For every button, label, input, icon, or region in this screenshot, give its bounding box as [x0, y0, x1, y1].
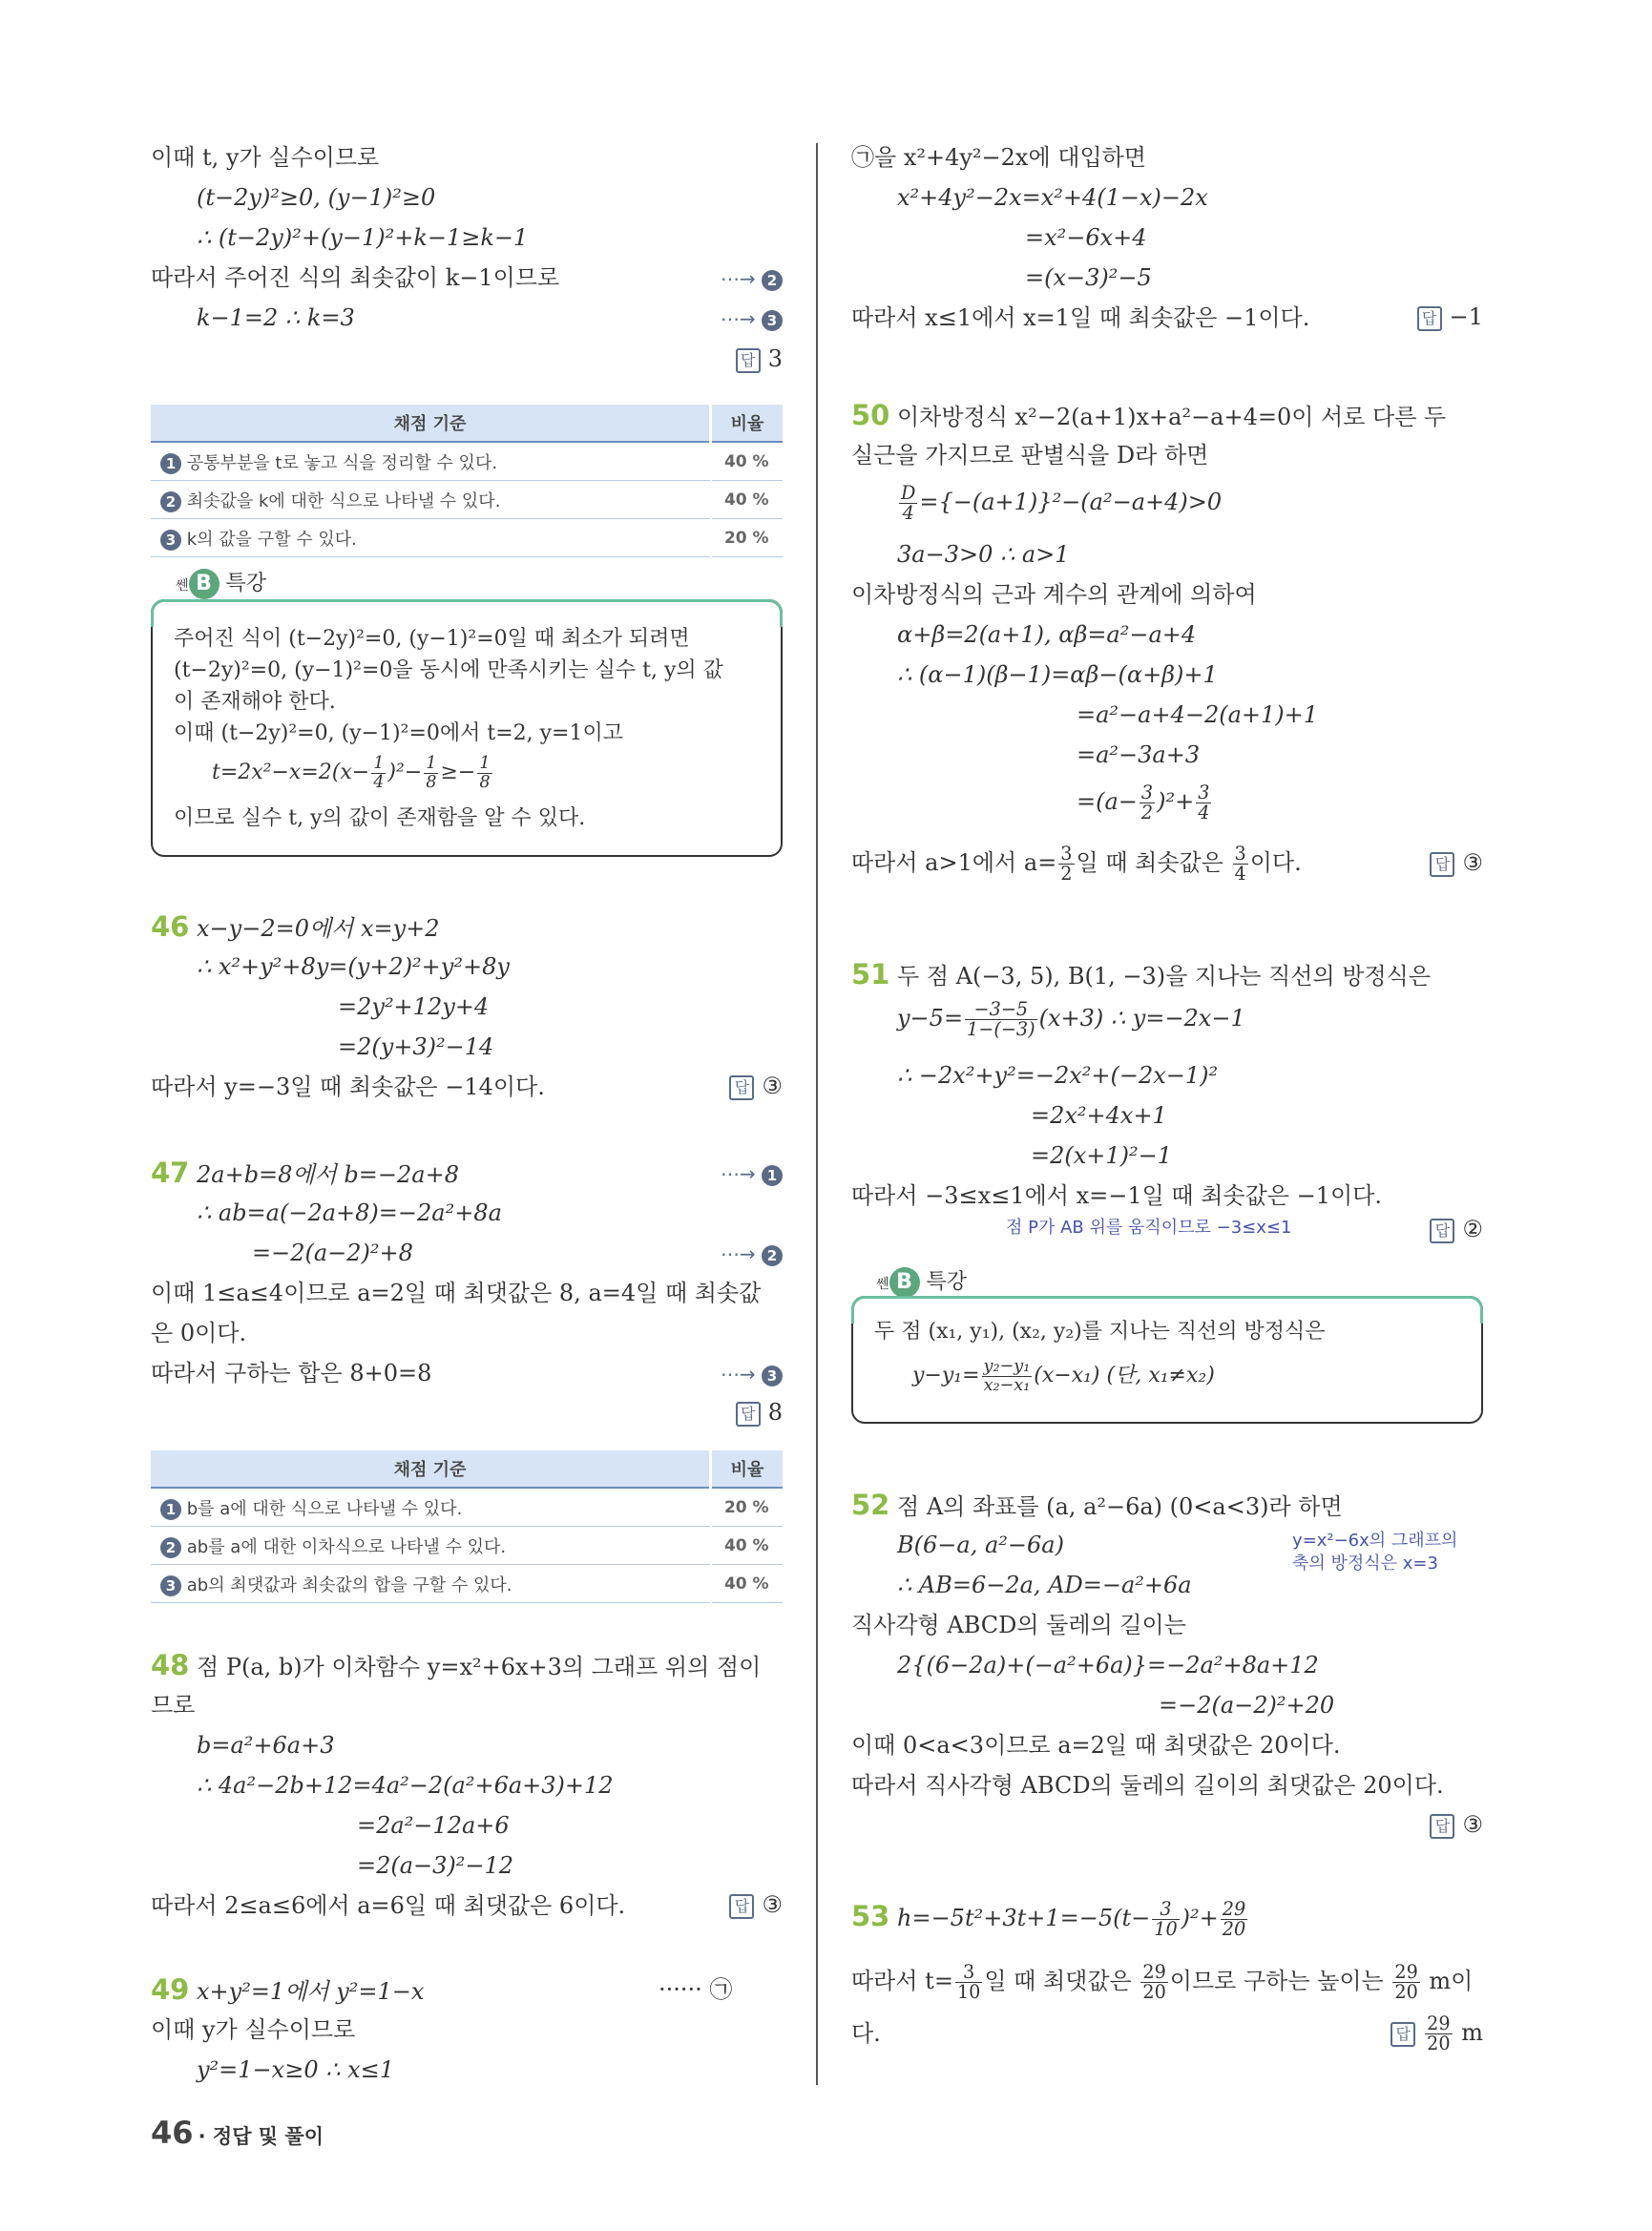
equation-marker: ······ ㉠ — [659, 1976, 733, 2003]
table-header-criteria: 채점 기준 — [151, 1450, 711, 1488]
math-line: =2(x+1)²−1 — [1031, 1142, 1173, 1169]
answer-icon: 답 — [736, 1402, 761, 1427]
math-line: =(a− $\frac{3}{2}$ )²+ $\frac{3}{4}$ — [1077, 781, 1210, 824]
answer: 답 ② — [1430, 1216, 1483, 1243]
table-row: 3 k의 값을 구할 수 있다. 20 % — [151, 519, 783, 557]
side-note: 축의 방정식은 x=3 — [1292, 1553, 1438, 1574]
text-line: 이때 t, y가 실수이므로 — [151, 144, 380, 171]
answer-icon: 답 — [729, 1075, 754, 1100]
answer: 답 $\frac{29}{20}$ m — [1391, 2010, 1483, 2055]
text-line: 다. — [851, 2020, 881, 2047]
math-line: =a²−3a+3 — [1077, 741, 1201, 768]
step-marker-2: ⋯→ 2 — [721, 1242, 783, 1266]
text-line: 따라서 t= $\frac{3}{10}$ 일 때 최댓값은 $\frac{29}{20}$ 이므로 구하는 높이는 $\frac{29}{20}$ m이 — [851, 1960, 1474, 2003]
math-line: =x²−6x+4 — [1025, 224, 1147, 251]
table-header-ratio: 비율 — [711, 1450, 784, 1488]
text-line: 실근을 가지므로 판별식을 D라 하면 — [851, 442, 1209, 469]
math-line: ∴ 4a²−2b+12=4a²−2(a²+6a+3)+12 — [197, 1772, 614, 1799]
answer: 답 8 — [736, 1399, 783, 1427]
math-line: =2a²−12a+6 — [357, 1812, 510, 1839]
math-line: y−5= $\frac{-3-5}{1-(-3)}$ (x+3) ∴ y=−2x−1 — [897, 997, 1245, 1040]
math-line: $\frac{D}{4}$ ={−(a+1)}²−(a²−a+4)>0 — [901, 481, 1223, 524]
table-row: 2 최솟값을 k에 대한 식으로 나타낼 수 있다. 40 % — [151, 481, 783, 519]
text-line: 직사각형 ABCD의 둘레의 길이는 — [851, 1612, 1186, 1638]
tip-line: 두 점 (x₁, y₁), (x₂, y₂)를 지나는 직선의 방정식은 — [874, 1320, 1326, 1344]
step-marker-1: ⋯→ 1 — [721, 1162, 783, 1186]
column-divider — [816, 143, 818, 2085]
tip-line: (t−2y)²=0, (y−1)²=0을 동시에 만족시키는 실수 t, y의 값 — [174, 658, 723, 682]
problem-51: 51 두 점 A(−3, 5), B(1, −3)을 지나는 직선의 방정식은 — [851, 958, 1432, 990]
answer: 답 ③ — [1430, 849, 1483, 877]
text-line: 이때 0<a<3이므로 a=2일 때 최댓값은 20이다. — [851, 1732, 1341, 1759]
answer-icon: 답 — [1430, 1219, 1454, 1243]
tip-line: 이 존재해야 한다. — [174, 690, 336, 714]
text-line: 이때 y가 실수이므로 — [151, 2016, 356, 2043]
table-row: 2 ab를 a에 대한 이차식으로 나타낼 수 있다. 40 % — [151, 1527, 783, 1565]
problem-52: 52 점 A의 좌표를 (a, a²−6a) (0<a<3)라 하면 — [851, 1489, 1343, 1521]
table-header-criteria: 채점 기준 — [151, 405, 711, 442]
page-number: 46 — [151, 2115, 194, 2151]
tip-formula: t=2x²−x=2(x− $\frac{1}{4}$ )²− $\frac{1}{8}$ ≥− $\frac{1}{8}$ — [212, 754, 491, 792]
text-line: 므로 — [151, 1692, 196, 1719]
text-line: 이차방정식의 근과 계수의 관계에 의하여 — [851, 581, 1257, 608]
math-line: =2x²+4x+1 — [1031, 1102, 1167, 1129]
answer: 답 3 — [736, 345, 783, 373]
math-line: ∴ x²+y²+8y=(y+2)²+y²+8y — [197, 953, 510, 980]
answer: 답 ③ — [729, 1891, 783, 1919]
problem-47: 47 2a+b=8에서 b=−2a+8 — [151, 1157, 459, 1189]
math-line: =2(y+3)²−14 — [338, 1033, 494, 1060]
answer-icon: 답 — [1417, 306, 1442, 331]
math-line: ∴ AB=6−2a, AD=−a²+6a — [897, 1572, 1192, 1598]
answer: 답 ③ — [729, 1073, 783, 1100]
answer: 답 −1 — [1417, 303, 1483, 331]
math-line: =−2(a−2)²+8 — [252, 1240, 413, 1266]
text-line: 이때 1≤a≤4이므로 a=2일 때 최댓값은 8, a=4일 때 최솟값 — [151, 1280, 762, 1306]
math-line: ∴ (t−2y)²+(y−1)²+k−1≥k−1 — [197, 224, 529, 251]
problem-53: 53 h=−5t²+3t+1=−5(t− $\frac{3}{10}$ )²+ $\frac{29}{20}$ — [851, 1897, 1246, 1940]
text-line: 은 0이다. — [151, 1320, 247, 1346]
math-line: x²+4y²−2x=x²+4(1−x)−2x — [897, 184, 1208, 211]
side-note: 점 P가 AB 위를 움직이므로 −3≤x≤1 — [1006, 1218, 1292, 1238]
math-line: 3a−3>0 ∴ a>1 — [897, 541, 1070, 568]
problem-50: 50 이차방정식 x²−2(a+1)x+a²−a+4=0이 서로 다른 두 — [851, 399, 1447, 431]
problem-48: 48 점 P(a, b)가 이차함수 y=x²+6x+3의 그래프 위의 점이 — [151, 1649, 762, 1681]
text-line: 따라서 a>1에서 a= $\frac{3}{2}$ 일 때 최솟값은 $\frac{3}{4}$ 이다. — [851, 842, 1302, 885]
text-line: 따라서 구하는 합은 8+0=8 — [151, 1360, 432, 1387]
footer-label: 정답 및 풀이 — [212, 2125, 324, 2148]
tip-box-1 — [151, 599, 783, 857]
problem-46: 46 x−y−2=0에서 x=y+2 — [151, 910, 440, 943]
math-line: k−1=2 ∴ k=3 — [197, 304, 355, 331]
page-footer: 46 · 정답 및 풀이 — [151, 2115, 324, 2151]
grading-table-2 — [151, 1450, 783, 1603]
tip-line: 이므로 실수 t, y의 값이 존재함을 알 수 있다. — [174, 806, 586, 830]
answer-icon: 답 — [1391, 2022, 1415, 2047]
math-line: α+β=2(a+1), αβ=a²−a+4 — [897, 621, 1197, 648]
grading-table-1 — [151, 405, 783, 557]
tip-line: 주어진 식이 (t−2y)²=0, (y−1)²=0일 때 최소가 되려면 — [174, 627, 690, 651]
step-marker-3: ⋯→ 3 — [721, 1363, 783, 1387]
answer-icon: 답 — [1430, 1814, 1454, 1839]
b-badge-icon: B — [889, 1267, 920, 1298]
math-line: =a²−a+4−2(a+1)+1 — [1077, 701, 1319, 728]
problem-49: 49 x+y²=1에서 y²=1−x — [151, 1973, 425, 2006]
tip-box-2 — [851, 1296, 1483, 1424]
text-line: 따라서 주어진 식의 최솟값이 k−1이므로 — [151, 264, 560, 291]
step-marker-3: ⋯→ 3 — [721, 307, 783, 331]
math-line: =(x−3)²−5 — [1025, 264, 1152, 291]
math-line: ∴ −2x²+y²=−2x²+(−2x−1)² — [897, 1062, 1219, 1089]
side-note: y=x²−6x의 그래프의 — [1292, 1531, 1458, 1551]
step-marker-2: ⋯→ 2 — [721, 267, 783, 291]
math-line: ∴ ab=a(−2a+8)=−2a²+8a — [197, 1199, 502, 1226]
answer-icon: 답 — [1430, 852, 1454, 877]
table-row: 1 공통부분을 t로 놓고 식을 정리할 수 있다. 40 % — [151, 442, 783, 481]
math-line: ∴ (α−1)(β−1)=αβ−(α+β)+1 — [897, 661, 1218, 688]
tip-label: 쎈 B 특강 — [876, 1265, 967, 1298]
b-badge-icon: B — [189, 569, 220, 599]
tip-label: 쎈 B 특강 — [176, 567, 266, 599]
text-line: 따라서 직사각형 ABCD의 둘레의 길이의 최댓값은 20이다. — [851, 1772, 1444, 1799]
text-line: 따라서 y=−3일 때 최솟값은 −14이다. — [151, 1074, 545, 1100]
math-line: (t−2y)²≥0, (y−1)²≥0 — [197, 184, 436, 211]
answer-icon: 답 — [736, 348, 761, 373]
table-row: 1 b를 a에 대한 식으로 나타낼 수 있다. 20 % — [151, 1488, 783, 1527]
text-line: 따라서 2≤a≤6에서 a=6일 때 최댓값은 6이다. — [151, 1892, 626, 1919]
math-line: b=a²+6a+3 — [197, 1732, 335, 1759]
answer: 답 ③ — [1430, 1811, 1483, 1839]
tip-formula: y−y₁= $\frac{\text{y₂−y₁}}{\text{x₂−x₁}}$ (x−x₁) (단, x₁≠x₂) — [912, 1357, 1215, 1395]
table-row: 3 ab의 최댓값과 최솟값의 합을 구할 수 있다. 40 % — [151, 1565, 783, 1603]
text-line: ㉠을 x²+4y²−2x에 대입하면 — [851, 144, 1146, 171]
math-line: y²=1−x≥0 ∴ x≤1 — [197, 2056, 395, 2083]
text-line: 따라서 −3≤x≤1에서 x=−1일 때 최솟값은 −1이다. — [851, 1182, 1382, 1209]
math-line: 2{(6−2a)+(−a²+6a)}=−2a²+8a+12 — [897, 1652, 1319, 1678]
answer-icon: 답 — [729, 1894, 754, 1919]
math-line: =−2(a−2)²+20 — [1159, 1692, 1335, 1719]
text-line: 따라서 x≤1에서 x=1일 때 최솟값은 −1이다. — [851, 304, 1310, 331]
math-line: =2y²+12y+4 — [338, 993, 490, 1020]
tip-line: 이때 (t−2y)²=0, (y−1)²=0에서 t=2, y=1이고 — [174, 721, 623, 745]
math-line: =2(a−3)²−12 — [357, 1852, 514, 1879]
table-header-ratio: 비율 — [711, 405, 784, 442]
math-line: B(6−a, a²−6a) — [897, 1532, 1064, 1558]
